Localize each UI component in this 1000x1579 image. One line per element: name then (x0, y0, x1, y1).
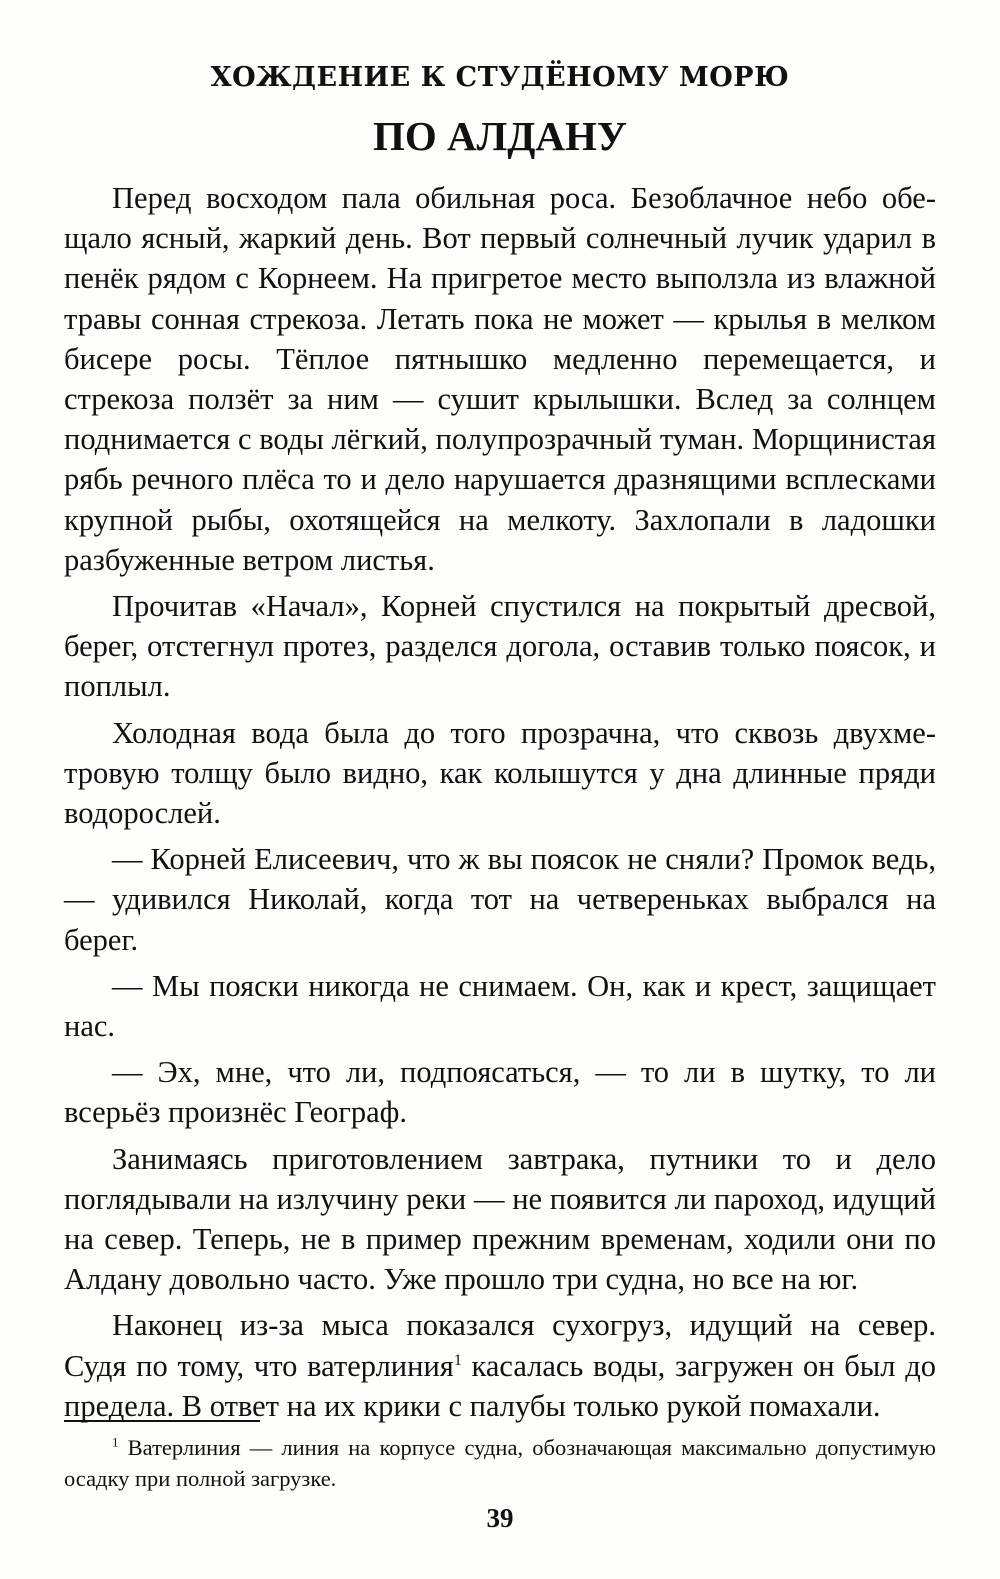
footnote-reference[interactable]: 1 (453, 1351, 462, 1369)
paragraph-6: — Эх, мне, что ли, подпоясаться, — то ли в шутку, то ли всерьёз произнёс Географ. (64, 1055, 936, 1130)
paragraph-7: Занимаясь приготовлением завтрака, путники то и дело поглядывали на излучину реки — не появится ли пароход, идущий на север. Теперь, не в пример прежним временам, ходили они по Алдану довольно часто. Уже прошло три судна, но все на юг. (64, 1141, 936, 1297)
body-text (64, 178, 936, 1426)
paragraph-5: — Мы пояски никогда не снимаем. Он, как и крест, защищает нас. (64, 968, 936, 1044)
paragraph-8 (64, 1305, 936, 1426)
paragraph-2: Прочитав «Начал», Корней спустился на покрытый дресвой, берег, отстегнул протез, разделся догола, оставив только поясок, и поплыл. (64, 589, 936, 704)
page-number: 39 (486, 1503, 514, 1533)
footnote-divider (64, 1420, 260, 1422)
running-head: ХОЖДЕНИЕ К СТУДЁНОМУ МОРЮ (210, 62, 790, 93)
paragraph-8-end: касалась воды, загружен он был до предела. В ответ на их крики с палубы только рукой помахали. (64, 1348, 937, 1423)
paragraph-8-start: Наконец из-за мыса показался сухогруз, идущий на север. Судя по тому, что ватерлиния (64, 1308, 936, 1383)
footnote-marker: 1 (112, 1434, 119, 1450)
paragraph-4: — Корней Елисеевич, что ж вы поясок не сняли? Промок ведь, — удивился Николай, когда тот на четвереньках выбрался на берег. (64, 842, 936, 957)
footnote-text: Ватерлиния — линия на корпусе судна, обозначающая максимально допустимую осадку при полной загрузке. (64, 1435, 936, 1491)
paragraph-3: Холодная вода была до того прозрачна, что сквозь двухметровую толщу было видно, как колышутся у дна длинные пряди водорослей. (64, 715, 936, 831)
footnote (64, 1432, 936, 1494)
chapter-title: ПО АЛДАНУ (373, 113, 627, 159)
paragraph-1: Перед восходом пала обильная роса. Безоблачное небо обещало ясный, жаркий день. Вот первый солнечный лучик ударил в пенёк рядом с Корнеем. На пригретое место выползла из влажной травы сонная стрекоза. Летать пока не может — крылья в мелком бисере росы. Тёплое пятнышко медленно перемещается, и стрекоза ползёт за ним — сушит крылышки. Вслед за солнцем поднимается с воды лёгкий, полупрозрачный туман. Морщинистая рябь речного плёса то и дело нарушается дразнящими всплесками крупной рыбы, охотящейся на мелкоту. Захлопали в ладошки разбуженные ветром листья. (64, 181, 936, 577)
